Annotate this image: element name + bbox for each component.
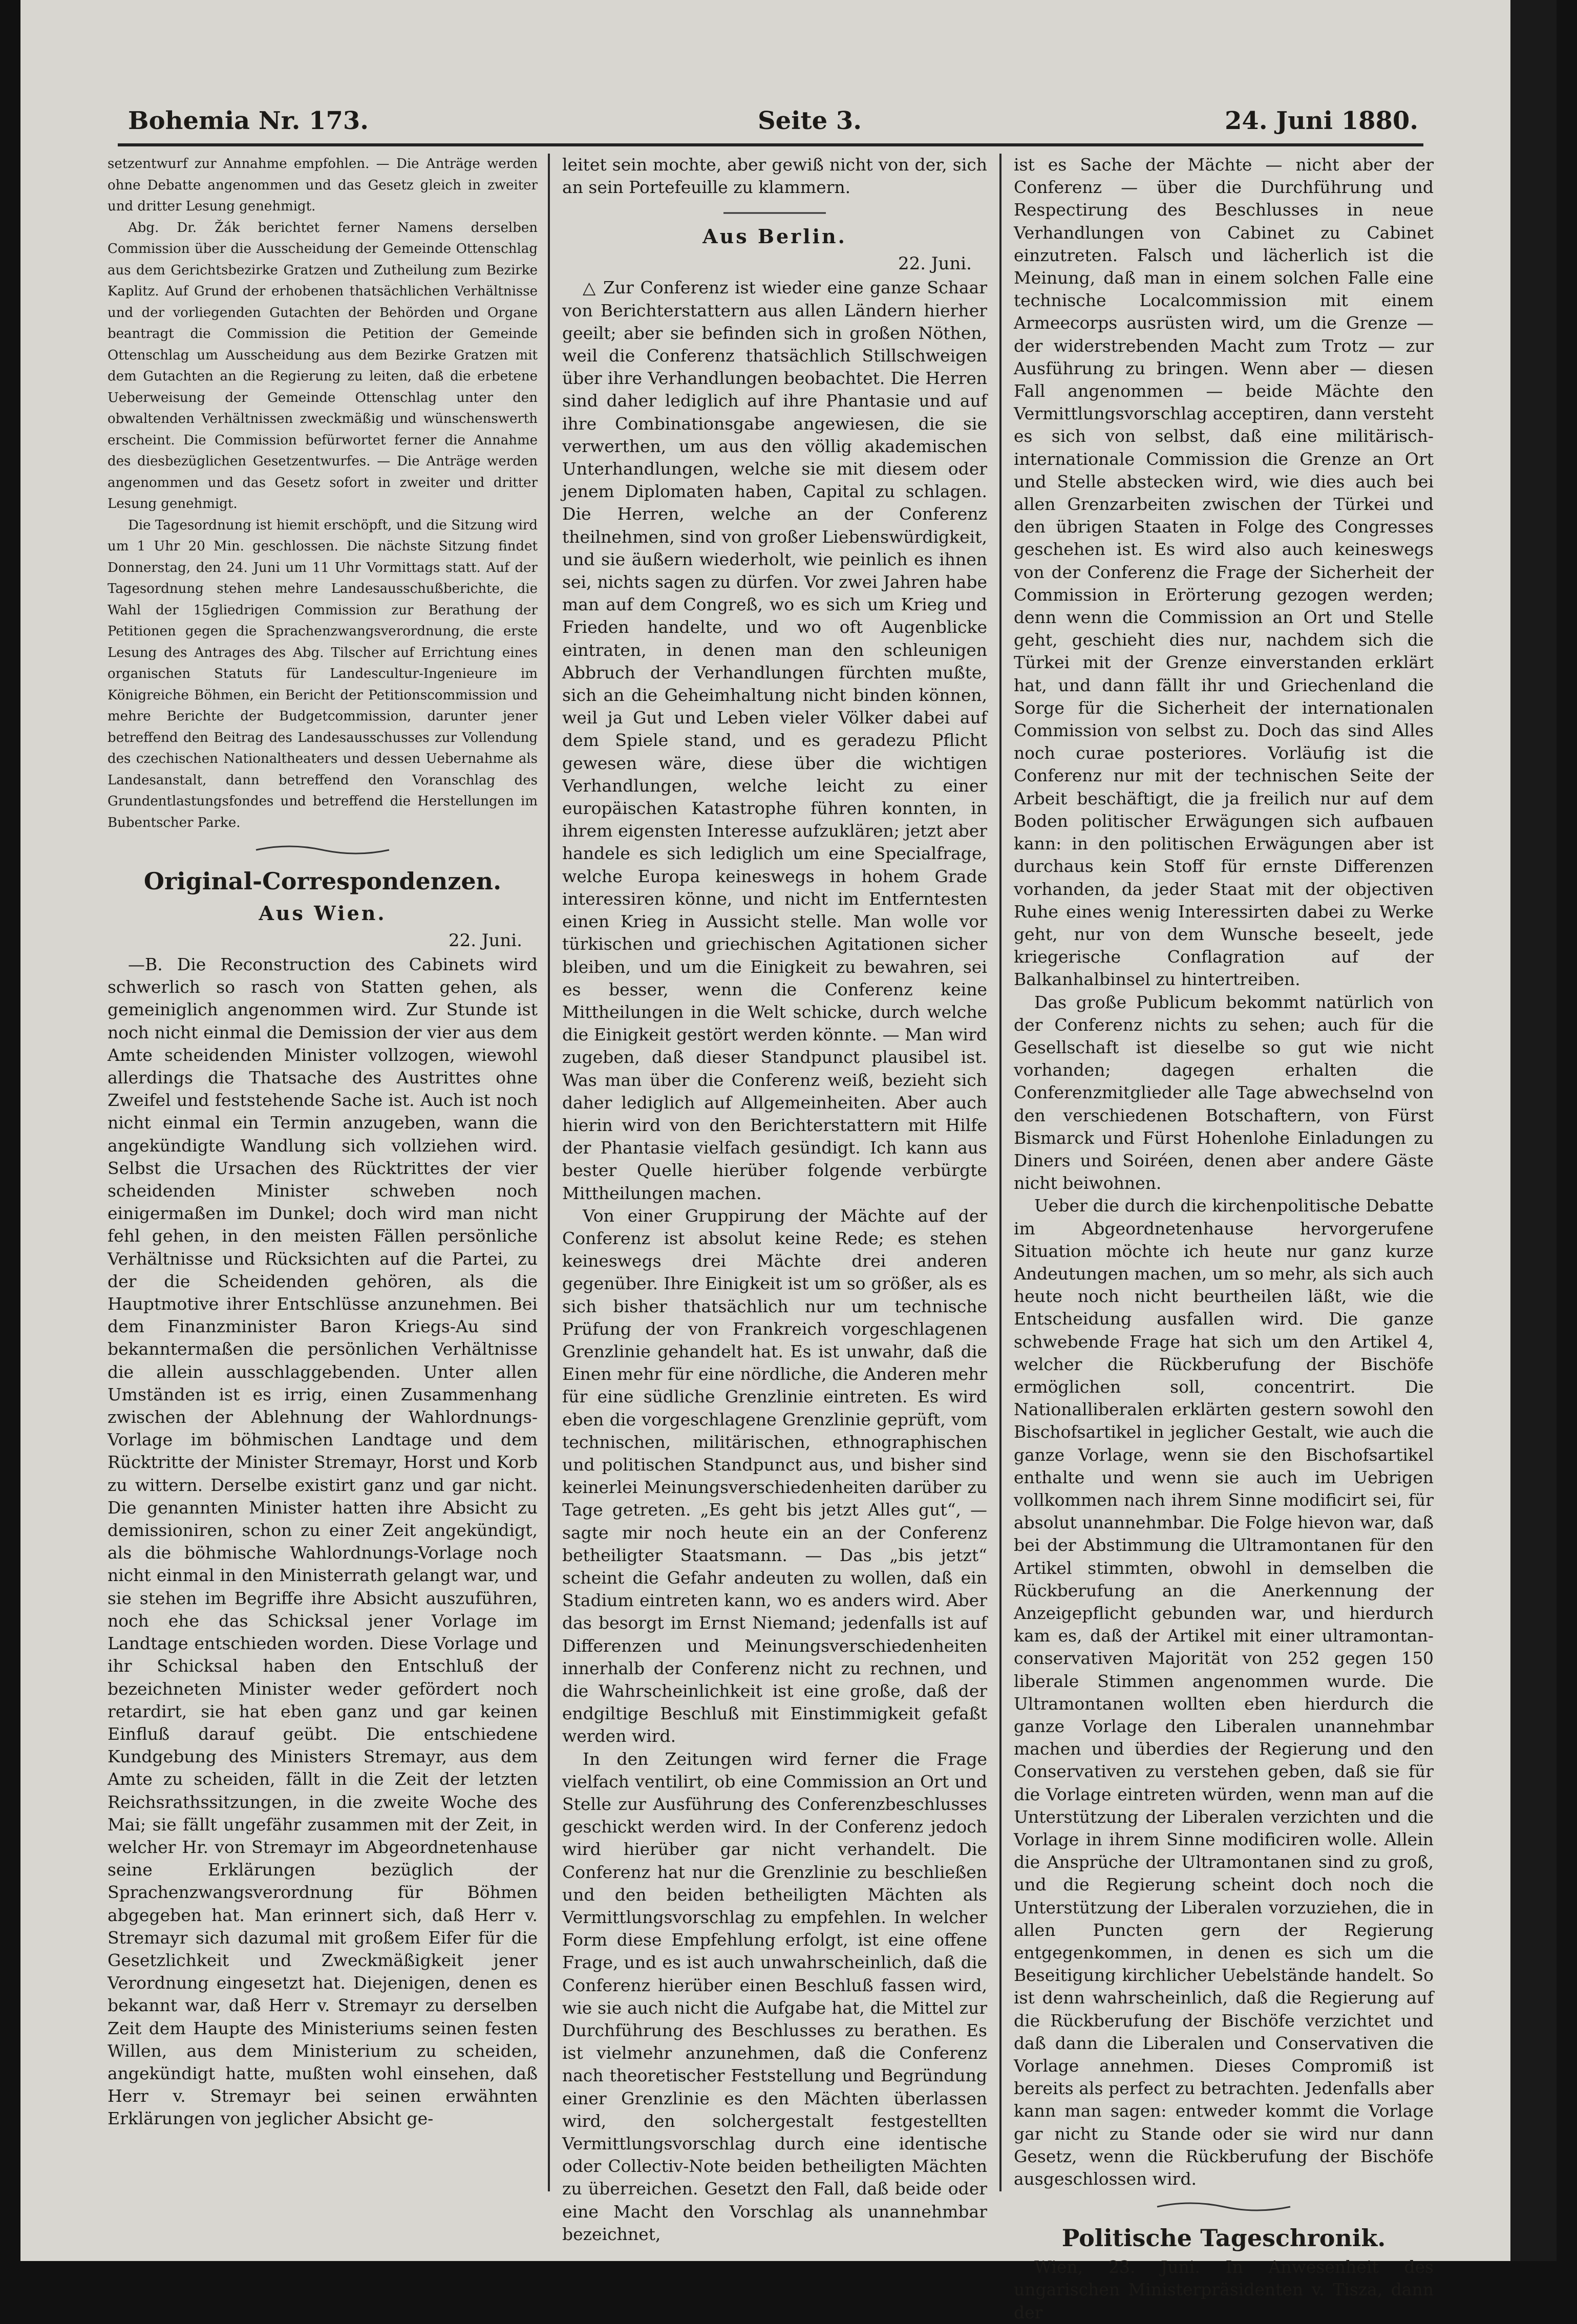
paragraph: Von einer Gruppirung der Mächte auf der Conferenz ist absolut keine Rede; es stehen keineswegs drei Mächte drei anderen gegenüber. Ihre Einigkeit ist um so größer, als es sich bisher thatsächlich nur um technische Prüfung der von Frankreich vorgeschlagenen Grenzlinie gehandelt hat. Es ist unwahr, daß die Einen mehr für eine nördliche, die Anderen mehr für eine südliche Grenzlinie eintreten. Es wird eben die vorgeschlagene Grenzlinie geprüft, vom technischen, militärischen, ethnographischen und politischen Standpunct aus, und bisher sind keinerlei Meinungsverschiedenheiten darüber zu Tage getreten. „Es geht bis jetzt Alles gut“, — sagte mir noch heute ein an der Conferenz betheiligter Staatsmann. — Das „bis jetzt“ scheint die Gefahr andeuten zu wollen, daß ein Stadium eintreten kann, wo es anders wird. Aber das besorgt im Ernst Niemand; jedenfalls ist auf Differenzen und Meinungsverschiedenheiten innerhalb der Conferenz nicht zu rechnen, und die Wahrscheinlichkeit ist eine große, daß der endgiltige Beschluß mit Einstimmigkeit gefaßt werden wird. [562,1205,987,1746]
paragraph: △ Zur Conferenz ist wieder eine ganze Schaar von Berichterstattern aus allen Ländern hierher geeilt; aber sie befinden sich in großen Nöthen, weil die Conferenz thatsächlich Stillschweigen über ihre Verhandlungen beobachtet. Die Herren sind daher lediglich auf ihre Phantasie und auf ihre Combinationsgabe angewiesen, die sie verwerthen, um aus den völlig akademischen Unterhandlungen, welche sie mit diesem oder jenem Diplomaten haben, Capital zu schlagen. Die Herren, welche an der Conferenz theilnehmen, sind von großer Liebenswürdigkeit, und sie äußern wiederholt, wie peinlich es ihnen sei, nichts sagen zu dürfen. Vor zwei Jahren habe man auf dem Congreß, wo es sich um Krieg und Frieden handelte, und wo oft Augenblicke eintraten, in denen man den schleunigen Abbruch der Verhandlungen fürchten mußte, sich an die Geheimhaltung nicht binden können, weil ja Gut und Leben vieler Völker dabei auf dem Spiele stand, und es geradezu Pflicht gewesen wäre, diese über die wichtigen Verhandlungen, welche leicht zu einer europäischen Katastrophe führen konnten, in ihrem eigensten Interesse aufzuklären; jetzt aber handele es sich lediglich um eine Specialfrage, welche Europa keineswegs in hohem Grade interessiren könne, und nicht im Entferntesten einen Krieg in Aussicht stelle. Man wolle vor türkischen und griechischen Agitationen sicher bleiben, und um die Einigkeit zu bewahren, sei es besser, wenn die Conferenz keine Mittheilungen in die Welt schicke, durch welche die Einigkeit gestört werden könnte. — Man wird zugeben, daß dieser Standpunct plausibel ist. Was man über die Conferenz weiß, bezieht sich daher lediglich auf Allgemeinheiten. Aber auch hierin wird von den Berichterstattern mit Hilfe der Phantasie vielfach gesündigt. Ich kann aus bester Quelle hierüber folgende verbürgte Mittheilungen machen. [562,278,987,1203]
column-2 [562,154,987,2243]
scanner-frame-edge [1510,0,1557,2261]
rule-divider [723,206,826,220]
header-date: 24. Juni 1880. [1225,106,1418,135]
paragraph: Ueber die durch die kirchenpolitische Debatte im Abgeordnetenhause hervorgerufene Situation möchte ich heute nur ganz kurze Andeutungen machen, um so mehr, als sich auch heute noch nicht beurtheilen läßt, wie die Entscheidung ausfallen wird. Die ganze schwebende Frage hat sich um den Artikel 4, welcher die Rückberufung der Bischöfe ermöglichen soll, concentrirt. Die Nationalliberalen erklärten gestern sowohl den Bischofsartikel in jeglicher Gestalt, wie auch die ganze Vorlage, wenn sie den Bischofsartikel enthalte und wenn sie auch im Uebrigen vollkommen nach ihrem Sinne modificirt sei, für absolut unannehmbar. Die Folge hievon war, daß bei der Abstimmung die Ultramontanen für den Artikel stimmten, obwohl in demselben die Rückberufung an die Anerkennung der Anzeigepflicht gebunden war, und hierdurch kam es, daß der Artikel mit einer ultramontan-conservativen Majorität von 252 gegen 150 liberale Stimmen angenommen wurde. Die Ultramontanen wollten eben hierdurch die ganze Vorlage den Liberalen unannehmbar machen und überdies der Regierung und den Conservativen zu verstehen geben, daß sie für die Vorlage eintreten würden, wenn man auf die Unterstützung der Liberalen verzichten und die Vorlage in ihrem Sinne modificiren wolle. Allein die Ansprüche der Ultramontanen sind zu groß, und die Regierung scheint doch noch die Unterstützung der Liberalen vorzuziehen, die in allen Puncten gern der Regierung entgegenkommen, in denen es sich um die Beseitigung kirchlicher Uebelstände handelt. So ist denn wahrscheinlich, daß die Regierung auf die Rückberufung der Bischöfe verzichtet und daß dann die Liberalen und Conservativen die Vorlage annehmen. Dieses Compromiß ist bereits als perfect zu betrachten. Jedenfalls aber kann man sagen: entweder kommt die Vorlage gar nicht zu Stande oder sie wird nur dann Gesetz, wenn die Rückberufung der Bischöfe ausgeschlossen wird. [1014,1196,1434,2189]
section-heading: Original-Correspondenzen. [143,867,502,895]
dateline: 22. Juni. [898,253,972,274]
column-divider-2 [999,154,1001,2191]
paragraph: Die Tagesordnung ist hiemit erschöpft, und die Sitzung wird um 1 Uhr 20 Min. geschlossen. Die nächste Sitzung findet Donnerstag, den 24. Juni um 11 Uhr Vormittags statt. Auf der Tagesordnung stehen mehre Landesausschußberichte, die Wahl der 15gliedrigen Commission zur Berathung der Petitionen gegen die Sprachenzwangsverordnung, die erste Lesung des Antrages des Abg. Tilscher auf Errichtung eines organischen Statuts für Landescultur-Ingenieure im Königreiche Böhmen, ein Bericht der Petitionscommission und mehre Berichte der Budgetcommission, darunter jener betreffend den Beitrag des Landesausschusses zur Vollendung des czechischen Nationaltheaters und dessen Uebernahme als Landesanstalt, dann betreffend den Voranschlag des Grundentlastungsfondes und betreffend die Herstellungen im Bubentscher Parke. [108,517,538,830]
column-divider-1 [548,154,550,2191]
section-heading: Politische Tageschronik. [1061,2224,1386,2252]
subheading: Aus Berlin. [702,225,847,248]
page-header [108,101,1418,142]
dateline: 22. Juni. [449,930,522,951]
paragraph: In den Zeitungen wird ferner die Frage vielfach ventilirt, ob eine Commission an Ort und Stelle zur Ausführung des Conferenzbeschlusses geschickt werden wird. In der Conferenz jedoch wird hierüber gar nicht verhandelt. Die Conferenz hat nur die Grenzlinie zu beschließen und den beiden betheiligten Mächten als Vermittlungsvorschlag zu empfehlen. In welcher Form diese Empfehlung erfolgt, ist eine offene Frage, und es ist auch unwahrscheinlich, daß die Conferenz hierüber einen Beschluß fassen wird, wie sie auch nicht die Aufgabe hat, die Mittel zur Durchführung des Beschlusses zu berathen. Es ist vielmehr anzunehmen, daß die Conferenz nach theoretischer Feststellung und Begründung einer Grenzlinie es den Mächten überlassen wird, den solchergestalt festgestellten Vermittlungsvorschlag durch eine identische oder Collectiv-Note beiden betheiligten Mächten zu überreichen. Gesetzt den Fall, daß beide oder eine Macht den Vorschlag als unannehmbar bezeichnet, [562,1749,987,2244]
subheading: Aus Wien. [259,902,387,925]
ornament-divider [1157,2200,1290,2214]
paragraph: —B. Die Reconstruction des Cabinets wird schwerlich so rasch von Statten gehen, als gemeiniglich angenommen wird. Zur Stunde ist noch nicht einmal die Demission der vier aus dem Amte scheidenden Minister vollzogen, wiewohl allerdings die Thatsache des Austrittes ohne Zweifel und feststehende Sache ist. Auch ist noch nicht einmal ein Termin anzugeben, wann die angekündigte Wandlung sich vollziehen wird. Selbst die Ursachen des Rücktrittes der vier scheidenden Minister schweben noch einigermaßen im Dunkel; doch wird man nicht fehl gehen, in den meisten Fällen persönliche Verhältnisse und Rücksichten auf die Partei, zu der die Scheidenden gehören, als die Hauptmotive ihrer Entschlüsse anzunehmen. Bei dem Finanzminister Baron Kriegs-Au sind bekanntermaßen die persönlichen Verhältnisse die allein ausschlaggebenden. Unter allen Umständen ist es irrig, einen Zusammenhang zwischen der Ablehnung der Wahlordnungs-Vorlage im böhmischen Landtage und dem Rücktritte der Minister Stremayr, Horst und Korb zu wittern. Derselbe existirt ganz und gar nicht. Die genannten Minister hatten ihre Absicht zu demissioniren, schon zu einer Zeit angekündigt, als die böhmische Wahlordnungs-Vorlage noch nicht einmal in den Ministerrath gelangt war, und sie stehen im Begriffe ihre Absicht auszuführen, noch ehe das Schicksal jener Vorlage im Landtage entschieden worden. Diese Vorlage und ihr Schicksal haben den Entschluß der bezeichneten Minister weder gefördert noch retardirt, sie hat eben ganz und gar keinen Einfluß darauf geübt. Die entschiedene Kundgebung des Ministers Stremayr, aus dem Amte zu scheiden, fällt in die Zeit der letzten Reichsrathssitzungen, in die zweite Woche des Mai; sie fällt ungefähr zusammen mit der Zeit, in welcher Hr. von Stremayr im Abgeordnetenhause seine Erklärungen bezüglich der Sprachenzwangsverordnung für Böhmen abgegeben hat. Man erinnert sich, daß Herr v. Stremayr sich dazumal mit großem Eifer für die Gesetzlichkeit und Zweckmäßigkeit jener Verordnung eingesetzt hat. Diejenigen, denen es bekannt war, daß Herr v. Stremayr zu derselben Zeit dem Haupte des Ministeriums seinen festen Willen, aus dem Ministerium zu scheiden, angekündigt hatte, mußten wohl einsehen, daß Herr v. Stremayr bei seinen erwähnten Erklärungen von jeglicher Absicht ge- [108,954,538,2129]
paragraph: Wien, 23. Juni. In Anwesenheit des ungarischen Ministerpräsidenten v. Tisza, dann der [1014,2257,1434,2322]
paragraph: setzentwurf zur Annahme empfohlen. — Die Anträge werden ohne Debatte angenommen und das Gesetz gleich in zweiter und dritter Lesung genehmigt. [108,156,538,214]
ornament-divider [256,843,389,857]
header-page-number: Seite 3. [758,106,862,135]
paragraph: ist es Sache der Mächte — nicht aber der Conferenz — über die Durchführung und Respectirung des Beschlusses in neue Verhandlungen von Cabinet zu Cabinet einzutreten. Falsch und lächerlich ist die Meinung, daß man in einem solchen Falle eine technische Localcommission mit einem Armeecorps ausrüsten wird, um die Grenze — der widerstrebenden Macht zum Trotz — zur Ausführung zu bringen. Wenn aber — diesen Fall angenommen — beide Mächte den Vermittlungsvorschlag acceptiren, dann versteht es sich von selbst, daß eine militärisch-internationale Commission die Grenze an Ort und Stelle abstecken wird, wie dies auch bei allen Grenzarbeiten zwischen der Türkei und den übrigen Staaten in Folge des Congresses geschehen ist. Es wird also auch keineswegs von der Conferenz die Frage der Sicherheit der Commission in Erörterung gezogen werden; denn wenn die Commission an Ort und Stelle geht, geschieht dies nur, nachdem sich die Türkei mit der Grenze einverstanden erklärt hat, und dann fällt ihr und Griechenland die Sorge für die Sicherheit der internationalen Commission von selbst zu. Doch das sind Alles noch curae posteriores. Vorläufig ist die Conferenz nur mit der technischen Seite der Arbeit beschäftigt, die ja freilich nur auf dem Boden politischer Erwägungen sich aufbauen kann: in den politischen Erwägungen aber ist durchaus kein Stoff für ernste Differenzen vorhanden, da jeder Staat mit der objectiven Ruhe eines wenig Interessirten dabei zu Werke geht, nur von dem Wunsche beseelt, jede kriegerische Conflagration auf der Balkanhalbinsel zu hintertreiben. [1014,155,1434,990]
header-publication: Bohemia Nr. 173. [128,106,369,135]
column-3 [1014,154,1434,2322]
header-rule [118,143,1423,146]
paragraph: Abg. Dr. Žák berichtet ferner Namens derselben Commission über die Ausscheidung der Gemeinde Ottenschlag aus dem Gerichtsbezirke Gratzen und Zutheilung zum Bezirke Kaplitz. Auf Grund der erhobenen thatsächlichen Verhältnisse und der vorliegenden Gutachten der Behörden und Organe beantragt die Commission die Petition der Gemeinde Ottenschlag um Ausscheidung aus dem Bezirke Gratzen mit dem Gutachten an die Regierung zu leiten, daß die erbetene Ueberweisung der Gemeinde Ottenschlag unter den obwaltenden Verhältnissen zweckmäßig und wünschenswerth erscheint. Die Commission befürwortet ferner die Annahme des diesbezüglichen Gesetzentwurfes. — Die Anträge werden angenommen und das Gesetz sofort in zweiter und dritter Lesung genehmigt. [108,220,538,511]
paragraph: leitet sein mochte, aber gewiß nicht von der, sich an sein Portefeuille zu klammern. [562,155,987,198]
paragraph: Das große Publicum bekommt natürlich von der Conferenz nichts zu sehen; auch für die Gesellschaft ist dieselbe so gut wie nicht vorhanden; dagegen erhalten die Conferenzmitglieder alle Tage abwechselnd von den verschiedenen Botschaftern, von Fürst Bismarck und Fürst Hohenlohe Einladungen zu Diners und Soiréen, denen aber andere Gäste nicht beiwohnen. [1014,992,1434,1193]
column-1 [108,154,538,2243]
